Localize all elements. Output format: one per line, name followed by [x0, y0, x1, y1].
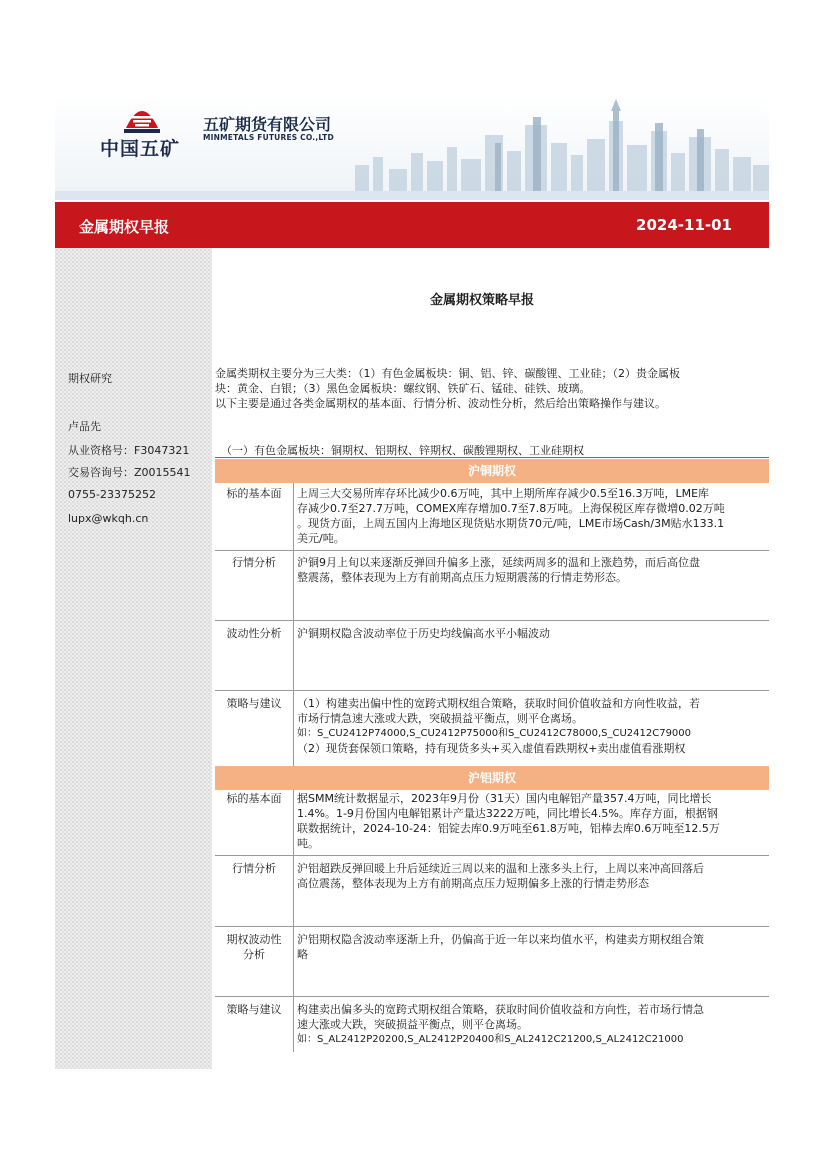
- text-line: （2）现货套保领口策略，持有现货多头+买入虚值看跌期权+卖出虚值看涨期权: [297, 742, 686, 755]
- label-line: 分析: [243, 948, 265, 961]
- report-title-bar: [55, 202, 769, 248]
- text-line: 如：S_AL2412P20200,S_AL2412P20400和S_AL2412C21200,S_AL2412C21000: [297, 1034, 684, 1045]
- text-line: （1）构建卖出偏中性的宽跨式期权组合策略，获取时间价值收益和方向性收益，若: [297, 697, 700, 710]
- analyst-email: lupx@wkqh.cn: [68, 512, 149, 525]
- section-divider: [215, 457, 769, 458]
- aluminum-vol-text: [297, 932, 767, 962]
- page-title: 金属期权策略早报: [430, 293, 535, 308]
- intro-paragraph: [215, 366, 770, 411]
- copper-market-text: [297, 555, 767, 585]
- aluminum-vol-label: [215, 932, 293, 962]
- table-column-divider: [293, 790, 294, 1052]
- section-heading: （一）有色金属板块：铜期权、铝期权、锌期权、碳酸锂期权、工业硅期权: [221, 444, 584, 457]
- text-line: 。现货方面，上周五国内上海地区现货贴水期货70元/吨，LME市场Cash/3M贴水133.1: [297, 517, 725, 530]
- copper-market-label: 行情分析: [232, 556, 276, 569]
- text-line: 市场行情急速大涨或大跌，突破损益平衡点，则平仓离场。: [297, 712, 583, 725]
- aluminum-market-text: [297, 861, 767, 891]
- table-column-divider: [293, 483, 294, 766]
- analyst-cert-number: 从业资格号：F3047321: [68, 444, 190, 457]
- text-line: 如：S_CU2412P74000,S_CU2412P75000和S_CU2412C78000,S_CU2412C79000: [297, 728, 692, 739]
- row-divider: [215, 550, 769, 551]
- copper-fundamentals-text: [297, 486, 767, 546]
- text-line: 沪铝期权隐含波动率逐渐上升，仍偏高于近一年以来均值水平，构建卖方期权组合策: [297, 933, 704, 946]
- analyst-name: 卢品先: [68, 420, 101, 433]
- row-divider: [215, 996, 769, 997]
- text-line: 美元/吨。: [297, 532, 345, 545]
- row-divider: [215, 926, 769, 927]
- analyst-consult-number: 交易咨询号：Z0015541: [68, 466, 191, 479]
- text-line: 沪铝超跌反弹回暖上升后延续近三周以来的温和上涨多头上行，上周以来冲高回落后: [297, 862, 704, 875]
- text-line: 整震荡，整体表现为上方有前期高点压力短期震荡的行情走势形态。: [297, 571, 627, 584]
- text-line: 沪铜9月上旬以来逐渐反弹回升偏多上涨，延续两周多的温和上涨趋势，而后高位盘: [297, 556, 700, 569]
- copper-strategy-text: [297, 696, 767, 756]
- text-line: 1.4%。1-9月份国内电解铝累计产量达3222万吨，同比增长4.5%。库存方面，根据钢: [297, 807, 718, 820]
- row-divider: [215, 855, 769, 856]
- copper-vol-text: [297, 626, 767, 641]
- label-line: 期权波动性: [226, 933, 282, 946]
- row-divider: [215, 690, 769, 691]
- report-date: 2024-11-01: [636, 216, 732, 234]
- report-title: 金属期权早报: [79, 218, 170, 236]
- text-line: 吨。: [297, 837, 319, 850]
- aluminum-fundamentals-label: 标的基本面: [226, 792, 282, 805]
- intro-line: 块：黄金、白银；（3）黑色金属板块：螺纹钢、铁矿石、锰硅、硅铁、玻璃。: [215, 382, 591, 395]
- copper-strategy-label: 策略与建议: [226, 697, 282, 710]
- text-line: 沪铜期权隐含波动率位于历史均线偏高水平小幅波动: [297, 627, 550, 640]
- text-line: 存减少0.7至27.7万吨，COMEX库存增加0.7至7.8万吨。上海保税区库存微增0.02万吨: [297, 502, 725, 515]
- aluminum-options-band: 沪铝期权: [215, 766, 769, 790]
- company-name-en: MINMETALS FUTURES CO.,LTD: [203, 133, 334, 142]
- aluminum-fundamentals-text: [297, 791, 767, 851]
- minmetals-emblem-icon: [122, 98, 162, 136]
- copper-fundamentals-label: 标的基本面: [226, 487, 282, 500]
- text-line: 据SMM统计数据显示，2023年9月份（31天）国内电解铝产量357.4万吨，同比增长: [297, 792, 712, 805]
- intro-line: 以下主要是通过各类金属期权的基本面、行情分析、波动性分析，然后给出策略操作与建议。: [215, 397, 666, 410]
- text-line: 联数据统计，2024-10-24：铝锭去库0.9万吨至61.8万吨，铝棒去库0.6万吨至12.5万: [297, 822, 720, 835]
- text-line: 高位震荡，整体表现为上方有前期高点压力短期偏多上涨的行情走势形态: [297, 877, 649, 890]
- company-name-cn: 五矿期货有限公司: [203, 115, 332, 134]
- analyst-phone: 0755-23375252: [68, 488, 156, 501]
- aluminum-strategy-label: 策略与建议: [226, 1003, 282, 1016]
- aluminum-market-label: 行情分析: [232, 862, 276, 875]
- text-line: 略: [297, 948, 308, 961]
- row-divider: [215, 620, 769, 621]
- logo-text: 中国五矿: [100, 138, 181, 160]
- copper-vol-label: 波动性分析: [226, 627, 282, 640]
- intro-line: 金属类期权主要分为三大类：（1）有色金属板块：铜、铝、锌、碳酸锂、工业硅；（2）贵金属板: [215, 367, 680, 380]
- text-line: 速大涨或大跌，突破损益平衡点，则平仓离场。: [297, 1018, 528, 1031]
- sidebar-section-label: 期权研究: [68, 372, 112, 385]
- text-line: 构建卖出偏多头的宽跨式期权组合策略，获取时间价值收益和方向性，若市场行情急: [297, 1003, 704, 1016]
- analyst-sidebar: [55, 248, 212, 1069]
- text-line: 上周三大交易所库存环比减少0.6万吨，其中上期所库存减少0.5至16.3万吨，LME库: [297, 487, 710, 500]
- copper-options-band: 沪铜期权: [215, 459, 769, 483]
- aluminum-strategy-text: [297, 1002, 767, 1047]
